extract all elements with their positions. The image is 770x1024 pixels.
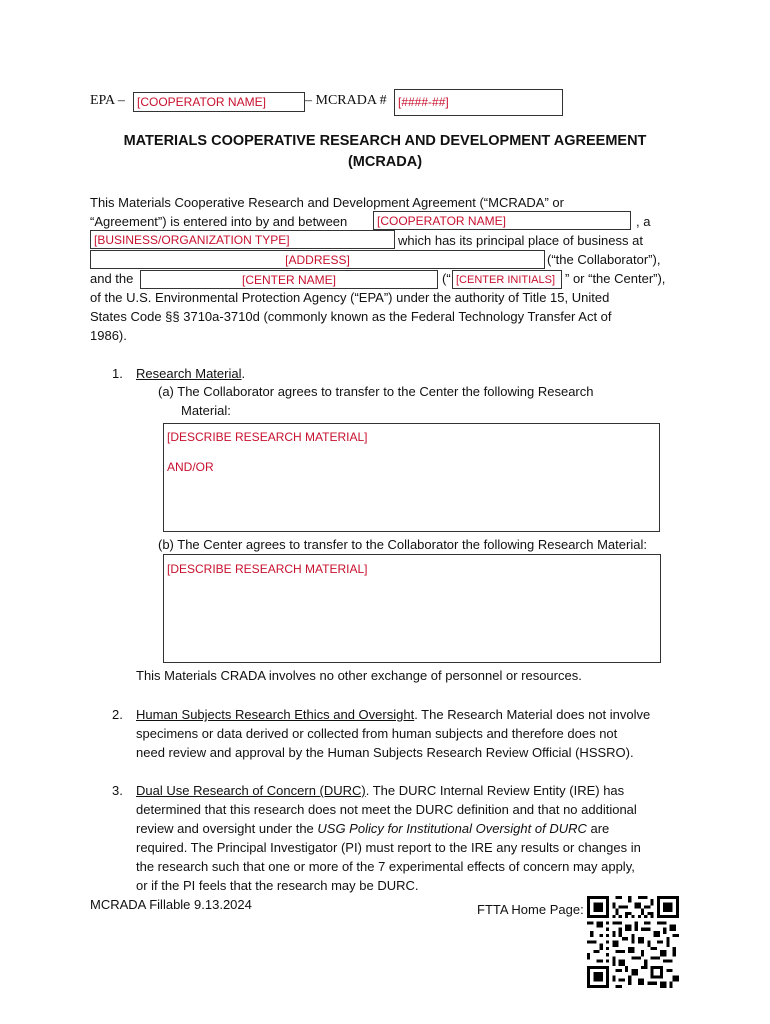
section-3-line-3-b: are xyxy=(586,821,610,836)
agreement-title: MATERIALS COOPERATIVE RESEARCH AND DEVELOPMENT AGREEMENT xyxy=(123,133,647,149)
section-1-heading-text: Research Material xyxy=(136,366,242,381)
intro-line-5-mid: (“ xyxy=(442,271,451,286)
mcrada-prefix: – MCRADA # xyxy=(305,93,387,108)
section-3-heading: Dual Use Research of Concern (DURC) xyxy=(136,783,366,798)
business-type-field[interactable]: [BUSINESS/ORGANIZATION TYPE] xyxy=(90,230,395,249)
center-name-field[interactable]: [CENTER NAME] xyxy=(140,270,438,289)
epa-prefix: EPA – xyxy=(90,93,125,108)
agreement-title-acronym: (MCRADA) xyxy=(347,154,423,170)
intro-line-6: of the U.S. Environmental Protection Agency (“EPA”) under the authority of Title 15, United xyxy=(90,290,610,305)
section-1b-line: (b) The Center agrees to transfer to the Collaborator the following Research Material: xyxy=(158,537,647,552)
section-3-line-5: the research such that one or more of the 7 experimental effects of concern may apply, xyxy=(136,859,635,874)
section-3-line-4: required. The Principal Investigator (PI) must report to the IRE any results or changes in xyxy=(136,840,641,855)
section-2-line-1 xyxy=(136,705,650,724)
intro-line-7: States Code §§ 3710a-3710d (commonly known as the Federal Technology Transfer Act of xyxy=(90,309,612,324)
section-1-closing: This Materials CRADA involves no other exchange of personnel or resources. xyxy=(136,668,582,683)
section-2-line-1-rest: . The Research Material does not involve xyxy=(414,707,651,722)
section-1a-line-1: (a) The Collaborator agrees to transfer to the Center the following Research xyxy=(158,384,594,399)
section-2-number: 2. xyxy=(112,707,123,722)
intro-line-5: and the xyxy=(90,271,134,286)
qr-code-icon[interactable] xyxy=(587,896,679,988)
section-3-line-1-rest: . The DURC Internal Review Entity (IRE) has xyxy=(365,783,625,798)
collaborator-material-placeholder: [DESCRIBE RESEARCH MATERIAL] xyxy=(167,430,368,444)
section-3-line-6: or if the PI feels that the research may be DURC. xyxy=(136,878,419,893)
section-3-policy-name: USG Policy for Institutional Oversight of DURC xyxy=(317,821,587,836)
section-3-line-3 xyxy=(136,819,609,838)
form-id: MCRADA Fillable 9.13.2024 xyxy=(90,897,252,912)
intro-line-8: 1986). xyxy=(90,328,127,343)
intro-line-1: This Materials Cooperative Research and Development Agreement (“MCRADA” or xyxy=(90,195,564,210)
collaborator-material-andor: AND/OR xyxy=(167,460,214,474)
center-material-box[interactable] xyxy=(163,554,661,663)
intro-line-2: “Agreement”) is entered into by and between xyxy=(90,214,348,229)
mcrada-number-field[interactable]: [####-##] xyxy=(394,89,563,116)
section-1-heading-end: . xyxy=(241,366,246,381)
section-2-line-3: need review and approval by the Human Subjects Research Review Official (HSSRO). xyxy=(136,745,634,760)
intro-cooperator-field[interactable]: [COOPERATOR NAME] xyxy=(373,211,631,230)
section-1-heading xyxy=(136,364,245,383)
section-3-line-2: determined that this research does not meet the DURC definition and that no additional xyxy=(136,802,637,817)
section-2-heading: Human Subjects Research Ethics and Oversight xyxy=(136,707,415,722)
center-initials-field[interactable]: [CENTER INITIALS] xyxy=(452,270,562,289)
intro-line-3: which has its principal place of business at xyxy=(398,233,643,248)
address-field[interactable]: [ADDRESS] xyxy=(90,250,545,269)
section-2-line-2: specimens or data derived or collected from human subjects and therefore does not xyxy=(136,726,618,741)
center-material-placeholder: [DESCRIBE RESEARCH MATERIAL] xyxy=(167,562,368,576)
section-1a-line-2: Material: xyxy=(181,403,231,418)
intro-line-5-end: ” or “the Center”), xyxy=(565,271,666,286)
section-3-line-3-a: review and oversight under the xyxy=(136,821,318,836)
ftta-home-label: FTTA Home Page: xyxy=(477,902,584,917)
section-1-number: 1. xyxy=(112,366,123,381)
collaborator-material-box[interactable] xyxy=(163,423,660,532)
intro-line-4: (“the Collaborator”), xyxy=(547,252,661,267)
cooperator-name-field[interactable]: [COOPERATOR NAME] xyxy=(133,92,305,112)
section-3-line-1 xyxy=(136,781,624,800)
section-3-number: 3. xyxy=(112,783,123,798)
intro-line-2-end: , a xyxy=(636,214,651,229)
